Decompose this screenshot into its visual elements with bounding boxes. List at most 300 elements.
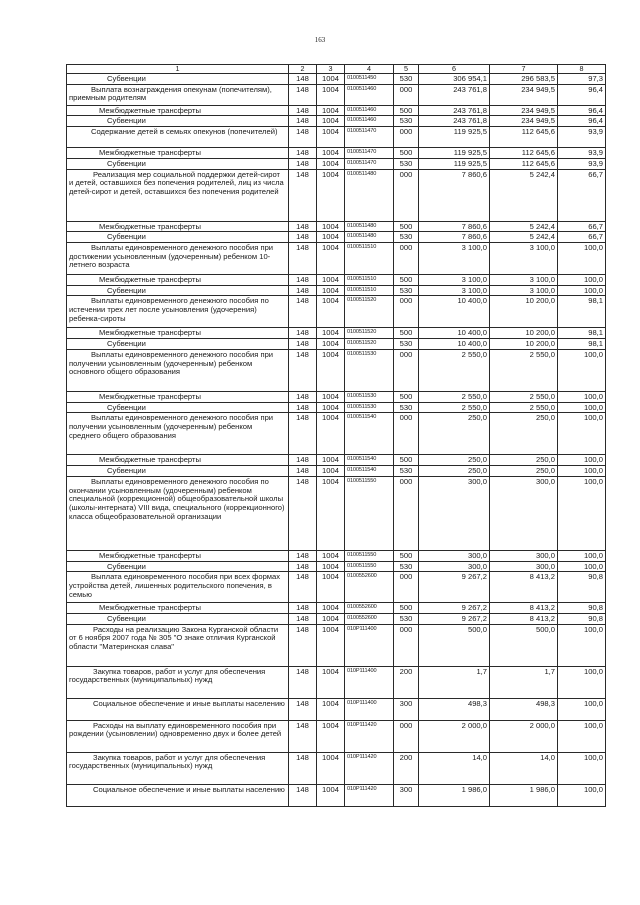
row-csr-cell: 010P111400	[345, 666, 394, 698]
row-name-text: Межбюджетные трансферты	[99, 391, 201, 401]
row-name-text: Закупка товаров, работ и услуг для обеспечения государственных (муниципальных) нужд	[69, 666, 266, 685]
page-number: 163	[314, 36, 326, 44]
table-row	[67, 784, 606, 806]
row-plan-cell: 250,0	[419, 455, 490, 466]
row-name-cell	[67, 169, 289, 221]
header-cell-csr: 4	[345, 65, 394, 74]
row-gr-cell: 148	[289, 476, 317, 550]
row-rz-cell: 1004	[317, 148, 345, 159]
row-gr-cell: 148	[289, 296, 317, 328]
row-name-text: Выплата вознаграждения опекунам (попечителям), приемным родителям	[69, 84, 272, 103]
row-vr-cell: 000	[394, 624, 419, 666]
row-name-cell	[67, 275, 289, 286]
row-plan-cell: 2 550,0	[419, 391, 490, 402]
row-name-cell	[67, 698, 289, 720]
row-csr-cell: 0100511520	[345, 296, 394, 328]
row-gr-cell: 148	[289, 413, 317, 455]
row-rz-cell: 1004	[317, 613, 345, 624]
row-fact-cell: 10 200,0	[490, 339, 558, 350]
row-rz-cell: 1004	[317, 698, 345, 720]
row-percent-cell: 100,0	[558, 349, 606, 391]
row-name-text: Межбюджетные трансферты	[99, 603, 201, 613]
row-fact-cell: 112 645,6	[490, 158, 558, 169]
row-percent-cell: 98,1	[558, 296, 606, 328]
row-name-text: Субвенции	[107, 232, 146, 242]
table-row	[67, 232, 606, 243]
row-plan-cell: 10 400,0	[419, 339, 490, 350]
row-plan-cell: 119 925,5	[419, 148, 490, 159]
table-row	[67, 572, 606, 603]
row-vr-cell: 000	[394, 413, 419, 455]
row-percent-cell: 93,9	[558, 127, 606, 148]
row-percent-cell: 100,0	[558, 666, 606, 698]
row-name-cell	[67, 74, 289, 85]
row-rz-cell: 1004	[317, 561, 345, 572]
row-rz-cell: 1004	[317, 402, 345, 413]
table-row	[67, 285, 606, 296]
header-cell-vr: 5	[394, 65, 419, 74]
row-csr-cell: 0100511460	[345, 105, 394, 116]
row-fact-cell: 5 242,4	[490, 169, 558, 221]
row-percent-cell: 100,0	[558, 285, 606, 296]
row-vr-cell: 530	[394, 116, 419, 127]
row-vr-cell: 500	[394, 105, 419, 116]
header-cell-fact: 7	[490, 65, 558, 74]
row-plan-cell: 119 925,5	[419, 158, 490, 169]
row-name-cell	[67, 624, 289, 666]
row-csr-cell: 010P111420	[345, 752, 394, 784]
row-fact-cell: 3 100,0	[490, 285, 558, 296]
row-vr-cell: 000	[394, 720, 419, 752]
row-percent-cell: 66,7	[558, 232, 606, 243]
row-name-text: Субвенции	[107, 74, 146, 83]
row-fact-cell: 112 645,6	[490, 148, 558, 159]
row-fact-cell: 3 100,0	[490, 243, 558, 275]
row-plan-cell: 3 100,0	[419, 243, 490, 275]
row-fact-cell: 498,3	[490, 698, 558, 720]
row-plan-cell: 250,0	[419, 413, 490, 455]
row-name-cell	[67, 339, 289, 350]
row-fact-cell: 234 949,5	[490, 116, 558, 127]
row-vr-cell: 300	[394, 698, 419, 720]
row-vr-cell: 530	[394, 232, 419, 243]
row-name-cell	[67, 666, 289, 698]
row-percent-cell: 98,1	[558, 328, 606, 339]
row-vr-cell: 000	[394, 243, 419, 275]
row-fact-cell: 8 413,2	[490, 603, 558, 614]
row-csr-cell: 0100511460	[345, 84, 394, 105]
row-gr-cell: 148	[289, 116, 317, 127]
row-gr-cell: 148	[289, 455, 317, 466]
row-name-cell	[67, 158, 289, 169]
row-rz-cell: 1004	[317, 666, 345, 698]
table-body	[67, 74, 606, 807]
row-vr-cell: 200	[394, 752, 419, 784]
row-name-cell	[67, 572, 289, 603]
row-plan-cell: 300,0	[419, 476, 490, 550]
row-name-text: Содержание детей в семьях опекунов (попечителей)	[91, 127, 278, 137]
budget-table	[66, 64, 606, 807]
row-csr-cell: 0100511520	[345, 328, 394, 339]
table-row	[67, 720, 606, 752]
row-name-cell	[67, 752, 289, 784]
table-row	[67, 169, 606, 221]
row-gr-cell: 148	[289, 74, 317, 85]
row-rz-cell: 1004	[317, 74, 345, 85]
row-fact-cell: 250,0	[490, 413, 558, 455]
row-vr-cell: 000	[394, 476, 419, 550]
row-name-text: Расходы на реализацию Закона Курганской области от 6 ноября 2007 года № 305 "О знаке отличия Курганской области "Материнская слава"	[69, 624, 279, 652]
row-percent-cell: 100,0	[558, 243, 606, 275]
row-rz-cell: 1004	[317, 84, 345, 105]
header-cell-plan: 6	[419, 65, 490, 74]
row-name-text: Расходы на выплату единовременного пособия при рождении (усыновлении) одновременно двух и более детей	[69, 720, 282, 739]
row-name-text: Межбюджетные трансферты	[99, 105, 201, 115]
row-vr-cell: 500	[394, 221, 419, 232]
row-rz-cell: 1004	[317, 752, 345, 784]
row-gr-cell: 148	[289, 84, 317, 105]
row-rz-cell: 1004	[317, 391, 345, 402]
table-header	[67, 65, 606, 74]
row-rz-cell: 1004	[317, 550, 345, 561]
row-rz-cell: 1004	[317, 127, 345, 148]
row-rz-cell: 1004	[317, 603, 345, 614]
row-percent-cell: 100,0	[558, 476, 606, 550]
row-rz-cell: 1004	[317, 720, 345, 752]
row-plan-cell: 14,0	[419, 752, 490, 784]
row-fact-cell: 300,0	[490, 550, 558, 561]
table-row	[67, 328, 606, 339]
row-plan-cell: 1 986,0	[419, 784, 490, 806]
row-vr-cell: 500	[394, 328, 419, 339]
row-name-text: Выплаты единовременного денежного пособия по истечении трех лет после усыновления (удочерения) ребенка-сироты	[69, 296, 269, 323]
row-csr-cell: 0100511550	[345, 476, 394, 550]
row-rz-cell: 1004	[317, 232, 345, 243]
row-name-cell	[67, 148, 289, 159]
row-rz-cell: 1004	[317, 349, 345, 391]
row-csr-cell: 0100511480	[345, 232, 394, 243]
table-row	[67, 550, 606, 561]
row-gr-cell: 148	[289, 466, 317, 477]
row-rz-cell: 1004	[317, 476, 345, 550]
row-rz-cell: 1004	[317, 275, 345, 286]
row-percent-cell: 96,4	[558, 84, 606, 105]
row-csr-cell: 0100511550	[345, 550, 394, 561]
row-fact-cell: 300,0	[490, 561, 558, 572]
table-row	[67, 74, 606, 85]
row-name-cell	[67, 466, 289, 477]
header-cell-name: 1	[67, 65, 289, 74]
row-rz-cell: 1004	[317, 243, 345, 275]
row-name-text: Межбюджетные трансферты	[99, 148, 201, 158]
row-fact-cell: 250,0	[490, 455, 558, 466]
row-name-text: Субвенции	[107, 561, 146, 571]
row-csr-cell: 0100511510	[345, 275, 394, 286]
row-csr-cell: 0100511530	[345, 391, 394, 402]
row-name-text: Субвенции	[107, 613, 146, 623]
row-rz-cell: 1004	[317, 328, 345, 339]
row-fact-cell: 10 200,0	[490, 328, 558, 339]
table-row	[67, 221, 606, 232]
row-gr-cell: 148	[289, 275, 317, 286]
row-csr-cell: 0100552600	[345, 613, 394, 624]
row-rz-cell: 1004	[317, 784, 345, 806]
row-name-text: Межбюджетные трансферты	[99, 550, 201, 560]
row-percent-cell: 96,4	[558, 116, 606, 127]
row-csr-cell: 0100511450	[345, 74, 394, 85]
row-vr-cell: 530	[394, 285, 419, 296]
row-name-cell	[67, 127, 289, 148]
row-fact-cell: 112 645,6	[490, 127, 558, 148]
table-row	[67, 127, 606, 148]
table-row	[67, 275, 606, 286]
row-gr-cell: 148	[289, 285, 317, 296]
row-name-text: Субвенции	[107, 339, 146, 349]
row-plan-cell: 300,0	[419, 550, 490, 561]
row-vr-cell: 000	[394, 84, 419, 105]
row-name-text: Выплата единовременного пособия при всех формах устройства детей, лишенных родительского попечения, в семью	[69, 572, 281, 599]
row-plan-cell: 243 761,8	[419, 84, 490, 105]
row-rz-cell: 1004	[317, 285, 345, 296]
row-rz-cell: 1004	[317, 158, 345, 169]
row-csr-cell: 010P111420	[345, 784, 394, 806]
row-percent-cell: 97,3	[558, 74, 606, 85]
row-name-cell	[67, 613, 289, 624]
row-csr-cell: 0100552600	[345, 603, 394, 614]
table-row	[67, 466, 606, 477]
row-plan-cell: 250,0	[419, 466, 490, 477]
table-row	[67, 148, 606, 159]
row-fact-cell: 2 550,0	[490, 349, 558, 391]
row-percent-cell: 100,0	[558, 561, 606, 572]
table-row	[67, 349, 606, 391]
table-row	[67, 561, 606, 572]
row-gr-cell: 148	[289, 784, 317, 806]
row-gr-cell: 148	[289, 624, 317, 666]
row-fact-cell: 10 200,0	[490, 296, 558, 328]
row-fact-cell: 14,0	[490, 752, 558, 784]
row-percent-cell: 93,9	[558, 158, 606, 169]
table-row	[67, 243, 606, 275]
row-gr-cell: 148	[289, 603, 317, 614]
header-cell-gr: 2	[289, 65, 317, 74]
table-row	[67, 296, 606, 328]
row-plan-cell: 2 550,0	[419, 349, 490, 391]
table-row	[67, 402, 606, 413]
row-csr-cell: 0100511460	[345, 116, 394, 127]
row-fact-cell: 234 949,5	[490, 105, 558, 116]
row-name-text: Субвенции	[107, 285, 146, 295]
row-fact-cell: 8 413,2	[490, 613, 558, 624]
row-vr-cell: 500	[394, 275, 419, 286]
row-csr-cell: 0100511470	[345, 127, 394, 148]
row-csr-cell: 0100511470	[345, 148, 394, 159]
row-gr-cell: 148	[289, 561, 317, 572]
row-fact-cell: 296 583,5	[490, 74, 558, 85]
row-percent-cell: 90,8	[558, 572, 606, 603]
row-percent-cell: 100,0	[558, 413, 606, 455]
row-vr-cell: 530	[394, 74, 419, 85]
row-gr-cell: 148	[289, 105, 317, 116]
row-rz-cell: 1004	[317, 105, 345, 116]
row-name-cell	[67, 561, 289, 572]
row-plan-cell: 300,0	[419, 561, 490, 572]
row-csr-cell: 010P111420	[345, 720, 394, 752]
row-gr-cell: 148	[289, 221, 317, 232]
row-vr-cell: 530	[394, 158, 419, 169]
row-percent-cell: 90,8	[558, 603, 606, 614]
row-name-text: Субвенции	[107, 402, 146, 412]
row-name-text: Межбюджетные трансферты	[99, 328, 201, 338]
row-csr-cell: 0100511540	[345, 455, 394, 466]
row-vr-cell: 000	[394, 572, 419, 603]
row-fact-cell: 2 550,0	[490, 391, 558, 402]
row-vr-cell: 530	[394, 339, 419, 350]
row-percent-cell: 100,0	[558, 275, 606, 286]
row-rz-cell: 1004	[317, 169, 345, 221]
row-plan-cell: 7 860,6	[419, 169, 490, 221]
row-percent-cell: 100,0	[558, 466, 606, 477]
row-name-cell	[67, 455, 289, 466]
row-name-cell	[67, 221, 289, 232]
row-fact-cell: 500,0	[490, 624, 558, 666]
row-gr-cell: 148	[289, 550, 317, 561]
row-name-cell	[67, 285, 289, 296]
row-percent-cell: 100,0	[558, 698, 606, 720]
row-csr-cell: 0100511470	[345, 158, 394, 169]
table-row	[67, 476, 606, 550]
row-csr-cell: 0100511540	[345, 413, 394, 455]
row-fact-cell: 2 550,0	[490, 402, 558, 413]
table-row	[67, 413, 606, 455]
header-cell-percent: 8	[558, 65, 606, 74]
row-name-cell	[67, 243, 289, 275]
table-row	[67, 391, 606, 402]
table-row	[67, 624, 606, 666]
row-gr-cell: 148	[289, 666, 317, 698]
row-name-cell	[67, 784, 289, 806]
header-row	[67, 65, 606, 74]
row-gr-cell: 148	[289, 698, 317, 720]
row-plan-cell: 243 761,8	[419, 116, 490, 127]
row-vr-cell: 500	[394, 148, 419, 159]
row-gr-cell: 148	[289, 158, 317, 169]
row-name-cell	[67, 720, 289, 752]
row-gr-cell: 148	[289, 720, 317, 752]
table-row	[67, 339, 606, 350]
row-name-text: Субвенции	[107, 116, 146, 126]
row-plan-cell: 10 400,0	[419, 296, 490, 328]
row-vr-cell: 500	[394, 550, 419, 561]
row-name-text: Субвенции	[107, 158, 146, 168]
row-name-text: Социальное обеспечение и иные выплаты населению	[93, 698, 285, 708]
row-gr-cell: 148	[289, 613, 317, 624]
row-csr-cell: 0100511530	[345, 349, 394, 391]
row-csr-cell: 0100511510	[345, 285, 394, 296]
row-vr-cell: 500	[394, 455, 419, 466]
row-name-cell	[67, 402, 289, 413]
row-percent-cell: 100,0	[558, 402, 606, 413]
row-name-cell	[67, 105, 289, 116]
row-rz-cell: 1004	[317, 413, 345, 455]
row-csr-cell: 0100511550	[345, 561, 394, 572]
row-fact-cell: 3 100,0	[490, 275, 558, 286]
row-plan-cell: 500,0	[419, 624, 490, 666]
table-row	[67, 105, 606, 116]
row-percent-cell: 100,0	[558, 550, 606, 561]
row-percent-cell: 96,4	[558, 105, 606, 116]
table-row	[67, 84, 606, 105]
row-name-text: Межбюджетные трансферты	[99, 275, 201, 285]
row-plan-cell: 2 000,0	[419, 720, 490, 752]
row-plan-cell: 1,7	[419, 666, 490, 698]
table-row	[67, 116, 606, 127]
row-name-cell	[67, 328, 289, 339]
row-percent-cell: 100,0	[558, 720, 606, 752]
row-vr-cell: 500	[394, 603, 419, 614]
row-plan-cell: 9 267,2	[419, 603, 490, 614]
row-plan-cell: 3 100,0	[419, 285, 490, 296]
row-name-cell	[67, 603, 289, 614]
row-name-text: Выплаты единовременного денежного пособия по окончании усыновленным (удочеренным) ребенком специальной (коррекционной) общеобразовательной школы (школы-интерната) VIII вида, специального (коррекционного) класса общеобразовательной организации	[69, 476, 285, 521]
row-csr-cell: 010P111400	[345, 624, 394, 666]
row-percent-cell: 66,7	[558, 221, 606, 232]
row-fact-cell: 5 242,4	[490, 221, 558, 232]
row-fact-cell: 1,7	[490, 666, 558, 698]
row-name-cell	[67, 232, 289, 243]
row-gr-cell: 148	[289, 328, 317, 339]
row-rz-cell: 1004	[317, 572, 345, 603]
row-fact-cell: 8 413,2	[490, 572, 558, 603]
row-percent-cell: 100,0	[558, 784, 606, 806]
row-percent-cell: 100,0	[558, 624, 606, 666]
row-name-cell	[67, 84, 289, 105]
row-plan-cell: 119 925,5	[419, 127, 490, 148]
row-gr-cell: 148	[289, 402, 317, 413]
row-name-text: Выплаты единовременного денежного пособия при достижении усыновленным (удочеренным) ребенком 10-летнего возраста	[69, 243, 274, 270]
row-vr-cell: 000	[394, 296, 419, 328]
row-rz-cell: 1004	[317, 624, 345, 666]
row-percent-cell: 93,9	[558, 148, 606, 159]
row-percent-cell: 66,7	[558, 169, 606, 221]
row-rz-cell: 1004	[317, 455, 345, 466]
table-row	[67, 613, 606, 624]
row-csr-cell: 0100511480	[345, 169, 394, 221]
row-plan-cell: 9 267,2	[419, 572, 490, 603]
row-gr-cell: 148	[289, 339, 317, 350]
row-gr-cell: 148	[289, 349, 317, 391]
row-plan-cell: 498,3	[419, 698, 490, 720]
row-name-text: Межбюджетные трансферты	[99, 455, 201, 465]
row-vr-cell: 530	[394, 561, 419, 572]
row-name-text: Субвенции	[107, 466, 146, 476]
row-fact-cell: 300,0	[490, 476, 558, 550]
row-gr-cell: 148	[289, 572, 317, 603]
row-rz-cell: 1004	[317, 116, 345, 127]
row-name-cell	[67, 296, 289, 328]
row-plan-cell: 10 400,0	[419, 328, 490, 339]
row-csr-cell: 0100511530	[345, 402, 394, 413]
row-csr-cell: 0100511480	[345, 221, 394, 232]
row-name-cell	[67, 116, 289, 127]
row-name-cell	[67, 391, 289, 402]
row-fact-cell: 5 242,4	[490, 232, 558, 243]
row-vr-cell: 530	[394, 466, 419, 477]
row-plan-cell: 7 860,6	[419, 221, 490, 232]
row-vr-cell: 000	[394, 349, 419, 391]
row-plan-cell: 7 860,6	[419, 232, 490, 243]
table-row	[67, 698, 606, 720]
